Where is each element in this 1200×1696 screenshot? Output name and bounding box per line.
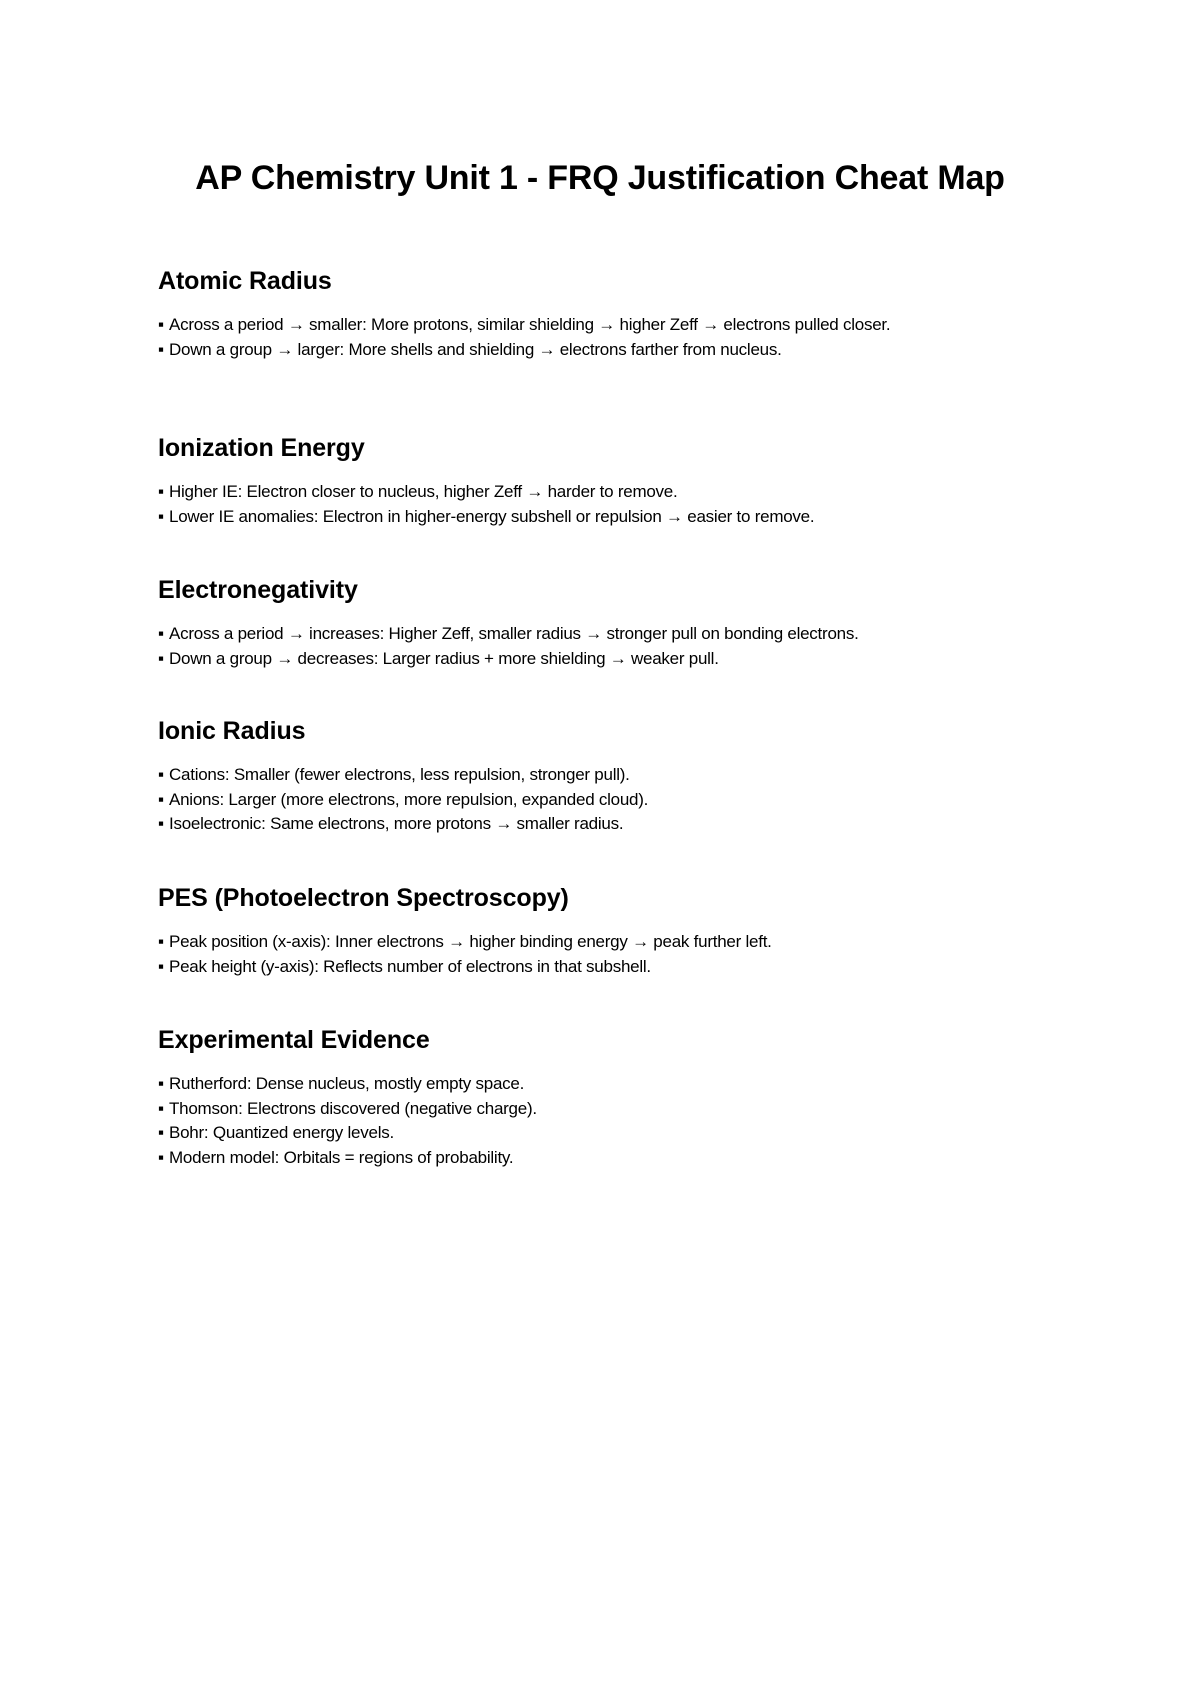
list-item — [158, 647, 1048, 672]
bullet-icon: ▪ — [158, 932, 164, 951]
section-ionization-energy — [158, 433, 1048, 529]
section-heading: Atomic Radius — [158, 267, 332, 295]
bullet-icon: ▪ — [158, 482, 164, 501]
bullet-icon: ▪ — [158, 506, 164, 526]
list-item-text: Across a period → increases: Higher Zeff, smaller radius → stronger pull on bonding electrons. — [169, 624, 859, 643]
section-heading: Electronegativity — [158, 576, 358, 604]
bullet-icon: ▪ — [158, 624, 164, 643]
list-item-text: Cations: Smaller (fewer electrons, less repulsion, stronger pull). — [169, 765, 630, 784]
list-item-text: Peak position (x-axis): Inner electrons → higher binding energy → peak further left. — [169, 932, 772, 951]
list-item — [158, 1072, 1048, 1097]
list-item — [158, 480, 1048, 505]
list-item — [158, 763, 1048, 788]
section-heading: Ionization Energy — [158, 434, 365, 462]
list-item-text: Across a period → smaller: More protons, similar shielding → higher Zeff → electrons pulled closer. — [169, 315, 891, 334]
bullet-icon: ▪ — [158, 1098, 164, 1118]
list-item-text: Anions: Larger (more electrons, more repulsion, expanded cloud). — [169, 789, 649, 809]
bullet-list — [158, 313, 1048, 362]
bullet-list — [158, 622, 1048, 671]
bullet-list — [158, 1072, 1048, 1170]
list-item-text: Bohr: Quantized energy levels. — [169, 1123, 394, 1142]
bullet-icon: ▪ — [158, 956, 164, 976]
section-electronegativity — [158, 575, 1048, 671]
bullet-list — [158, 480, 1048, 529]
bullet-list — [158, 930, 1048, 979]
list-item — [158, 930, 1048, 955]
list-item — [158, 313, 1048, 338]
section-heading: Experimental Evidence — [158, 1026, 430, 1054]
list-item-text: Rutherford: Dense nucleus, mostly empty space. — [169, 1074, 525, 1093]
section-atomic-radius — [158, 266, 1048, 362]
bullet-icon: ▪ — [158, 814, 164, 833]
bullet-icon: ▪ — [158, 315, 164, 334]
bullet-list — [158, 763, 1048, 837]
list-item — [158, 1097, 1048, 1122]
bullet-icon: ▪ — [158, 765, 164, 784]
list-item — [158, 812, 1048, 837]
list-item-text: Modern model: Orbitals = regions of probability. — [169, 1147, 514, 1167]
bullet-icon: ▪ — [158, 1147, 164, 1167]
bullet-icon: ▪ — [158, 648, 164, 668]
bullet-icon: ▪ — [158, 339, 164, 359]
list-item-text: Down a group → decreases: Larger radius + more shielding → weaker pull. — [169, 648, 719, 668]
bullet-icon: ▪ — [158, 1123, 164, 1142]
section-ionic-radius — [158, 716, 1048, 837]
document-title: AP Chemistry Unit 1 - FRQ Justification Cheat Map — [195, 159, 1005, 197]
list-item — [158, 622, 1048, 647]
section-pes — [158, 883, 1048, 979]
list-item-text: Higher IE: Electron closer to nucleus, higher Zeff → harder to remove. — [169, 482, 678, 501]
bullet-icon: ▪ — [158, 1074, 164, 1093]
list-item-text: Thomson: Electrons discovered (negative charge). — [169, 1098, 537, 1118]
list-item-text: Isoelectronic: Same electrons, more protons → smaller radius. — [169, 814, 624, 833]
section-heading: PES (Photoelectron Spectroscopy) — [158, 884, 569, 912]
list-item-text: Peak height (y-axis): Reflects number of electrons in that subshell. — [169, 956, 651, 976]
bullet-icon: ▪ — [158, 789, 164, 809]
section-heading: Ionic Radius — [158, 717, 306, 745]
list-item — [158, 955, 1048, 980]
list-item — [158, 1121, 1048, 1146]
list-item — [158, 505, 1048, 530]
section-experimental-evidence — [158, 1025, 1048, 1170]
list-item-text: Down a group → larger: More shells and shielding → electrons farther from nucleus. — [169, 339, 782, 359]
list-item — [158, 338, 1048, 363]
list-item — [158, 1146, 1048, 1171]
list-item — [158, 788, 1048, 813]
list-item-text: Lower IE anomalies: Electron in higher-energy subshell or repulsion → easier to remove. — [169, 506, 815, 526]
